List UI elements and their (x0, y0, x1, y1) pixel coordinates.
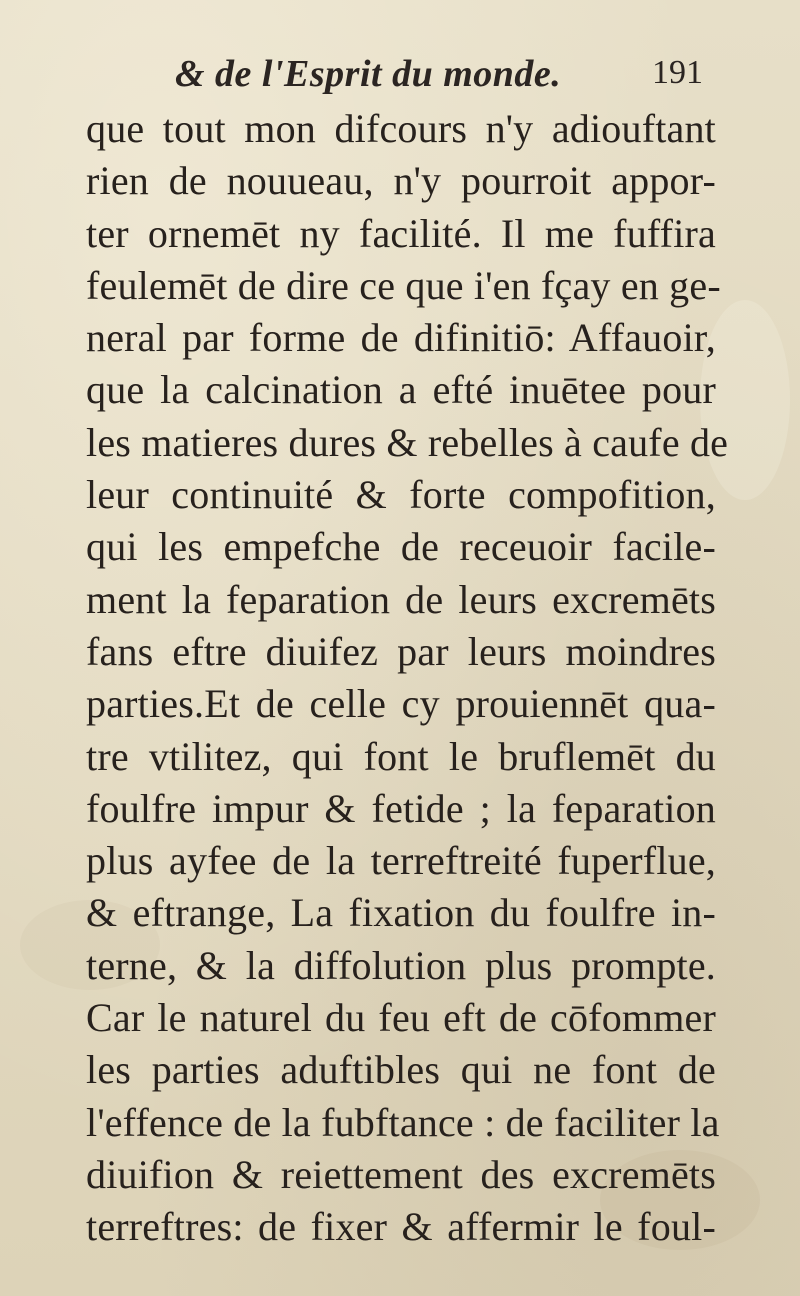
text-line: ment la feparation de leurs excremēts (86, 576, 716, 622)
text-line: plus ayfee de la terreftreité fuperflue, (86, 838, 716, 884)
text-line: feulemēt de dire ce que i'en fçay en ge- (86, 262, 721, 308)
text-line: leur continuité & forte compofition, (86, 472, 716, 518)
text-line: terreftres: de fixer & affermir le foul- (86, 1204, 716, 1250)
text-line: parties.Et de celle cy prouiennēt qua- (86, 681, 716, 727)
text-line: les parties aduftibles qui ne font de (86, 1047, 716, 1093)
text-line: que la calcination a efté inuētee pour (86, 367, 716, 413)
running-head (175, 52, 715, 102)
text-line: foulfre impur & fetide ; la feparation (86, 785, 716, 831)
text-line: les matieres dures & rebelles à caufe de (86, 419, 729, 465)
text-line: ter ornemēt ny facilité. Il me fuffira (86, 210, 716, 256)
text-line: rien de nouueau, n'y pourroit appor- (86, 158, 716, 204)
body-text (86, 103, 729, 1254)
running-head-title: & de l'Esprit du monde. (175, 53, 562, 95)
text-line: & eftrange, La fixation du foulfre in- (86, 890, 716, 936)
text-line: qui les empefche de receuoir facile- (86, 524, 716, 570)
text-line: tre vtilitez, qui font le bruflemēt du (86, 733, 716, 779)
text-line: l'effence de la fubftance : de faciliter la (86, 1099, 720, 1145)
text-line: que tout mon difcours n'y adiouftant (86, 106, 716, 151)
text-line: diuifion & reiettement des excremēts (86, 1151, 716, 1197)
text-line: Car le naturel du feu eft de cōfommer (86, 995, 716, 1041)
text-line: terne, & la diffolution plus prompte. (86, 942, 716, 988)
page-number: 191 (652, 54, 703, 91)
text-line: fans eftre diuifez par leurs moindres (86, 628, 716, 674)
text-line: neral par forme de difinitiō: Affauoir, (86, 315, 716, 361)
